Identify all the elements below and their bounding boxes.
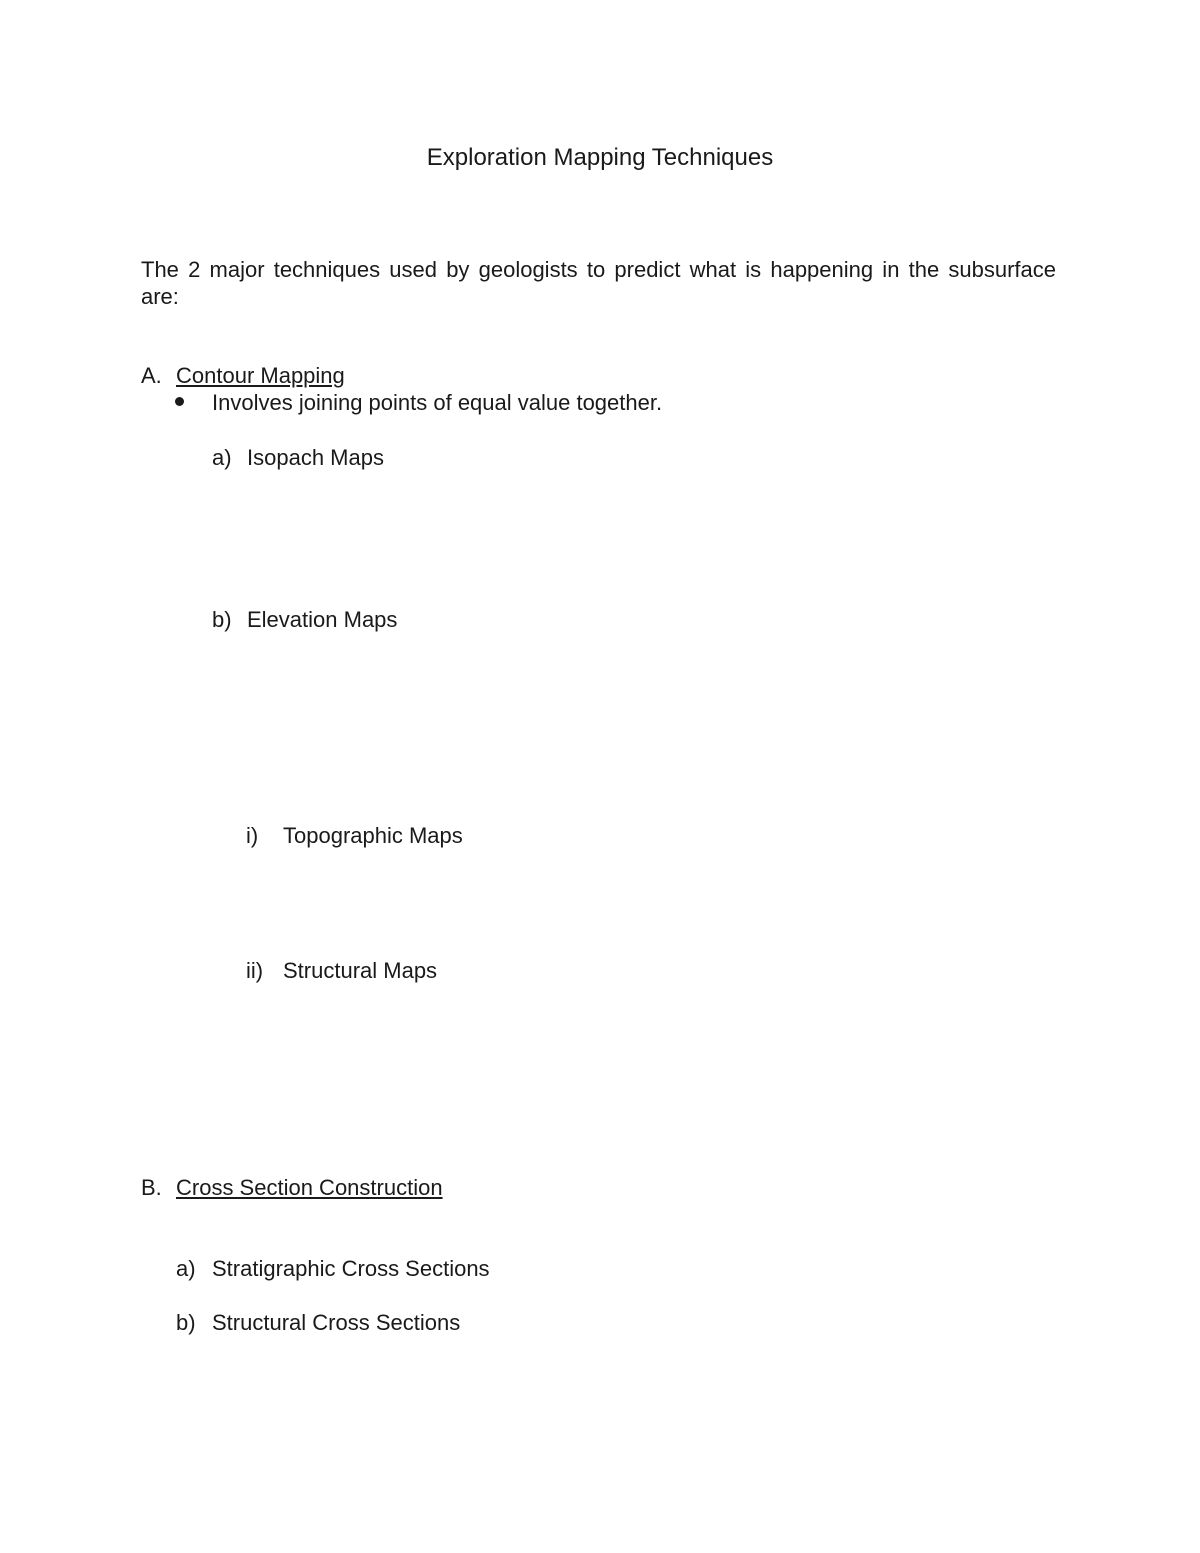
section-a-bullet-text: Involves joining points of equal value together. [212, 390, 663, 415]
page-title: Exploration Mapping Techniques [426, 144, 774, 171]
bullet-icon [175, 397, 184, 406]
section-a-subitem-2-marker: ii) [246, 958, 264, 983]
section-b-item-1-label: Stratigraphic Cross Sections [212, 1256, 490, 1281]
intro-paragraph: The 2 major techniques used by geologists to predict what is happening in the subsurface are: [141, 257, 1056, 309]
section-a-item-1-label: Isopach Maps [247, 445, 384, 470]
section-b-item-1-marker: a) [176, 1256, 196, 1281]
section-a-heading: Contour Mapping [176, 363, 345, 388]
section-a-subitem-1-label: Topographic Maps [283, 823, 463, 848]
section-a-marker: A. [141, 363, 162, 388]
section-a-item-1-marker: a) [212, 445, 232, 470]
section-a-item-2-marker: b) [212, 607, 232, 632]
section-a-subitem-1-marker: i) [246, 823, 259, 848]
section-a-item-2-label: Elevation Maps [247, 607, 398, 632]
section-a-subitem-2-label: Structural Maps [283, 958, 438, 983]
section-b-marker: B. [141, 1175, 162, 1200]
section-b-item-2-marker: b) [176, 1310, 196, 1335]
section-b-heading: Cross Section Construction [176, 1175, 443, 1200]
section-b-item-2-label: Structural Cross Sections [212, 1310, 461, 1335]
